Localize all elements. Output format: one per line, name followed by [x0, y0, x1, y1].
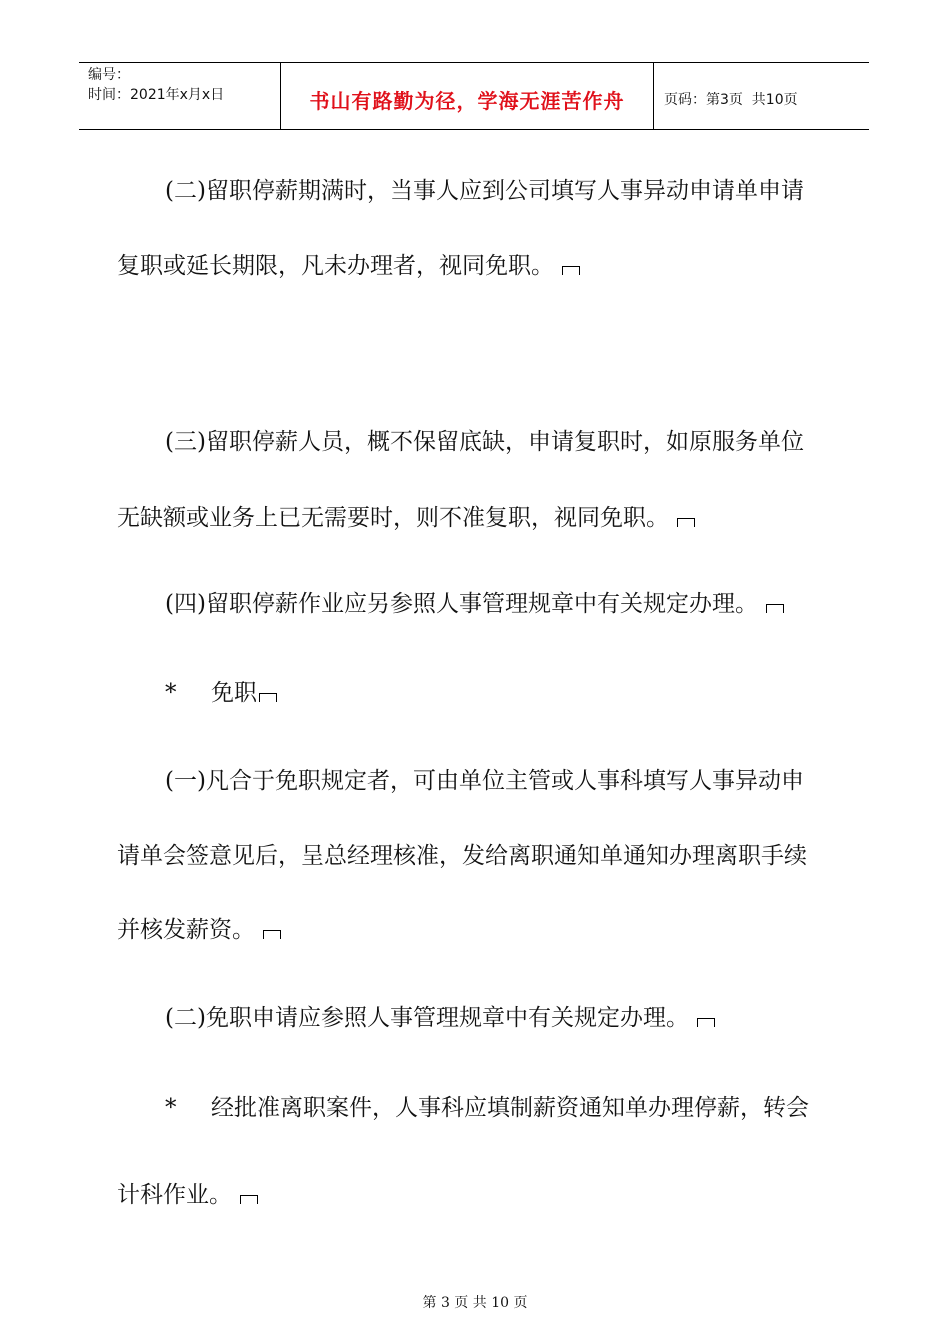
paragraph-mark-icon [263, 930, 281, 939]
page-code-label: 页码： [664, 92, 706, 108]
header-page-code [654, 63, 869, 129]
paragraph-line [117, 916, 837, 944]
header-meta [79, 63, 280, 129]
paragraph-text: 计科作业。 [117, 1182, 232, 1208]
paragraph-line [117, 590, 885, 618]
asterisk-icon: * [165, 1095, 177, 1121]
paragraph-mark-icon [697, 1018, 715, 1027]
paragraph-mark-icon [677, 518, 695, 527]
paragraph-mark-icon [562, 266, 580, 275]
paragraph-mark-icon [240, 1195, 258, 1204]
page-code-value: 第3页 共10页 [706, 92, 798, 108]
paragraph-mark-icon [766, 604, 784, 613]
paragraph-mark-icon [259, 693, 277, 702]
paragraph-line: (二)留职停薪期满时，当事人应到公司填写人事异动申请单申请 [165, 178, 804, 204]
paragraph-line [117, 504, 837, 532]
header-motto: 书山有路勤为径，学海无涯苦作舟 [280, 63, 654, 129]
page-footer: 第 3 页 共 10 页 [422, 1295, 528, 1311]
paragraph-line [117, 252, 837, 280]
number-label: 编号： [88, 67, 130, 83]
paragraph-line [117, 1181, 837, 1209]
bullet-text: 经批准离职案件，人事科应填制薪资通知单办理停薪，转会 [211, 1095, 809, 1121]
paragraph-text: 并核发薪资。 [117, 917, 255, 943]
page-header [79, 62, 869, 130]
asterisk-icon: * [165, 680, 177, 706]
bullet-heading [117, 679, 885, 707]
bullet-heading [117, 1094, 885, 1122]
paragraph-text: (二)免职申请应参照人事管理规章中有关规定办理。 [165, 1005, 689, 1031]
paragraph-line: 请单会签意见后，呈总经理核准，发给离职通知单通知办理离职手续 [117, 843, 807, 869]
time-label: 时间：2021年x月x日 [88, 87, 225, 103]
paragraph-line: (一)凡合于免职规定者，可由单位主管或人事科填写人事异动申 [165, 768, 804, 794]
paragraph-line [117, 1004, 885, 1032]
bullet-text: 免职 [211, 680, 257, 706]
paragraph-text: (四)留职停薪作业应另参照人事管理规章中有关规定办理。 [165, 591, 758, 617]
paragraph-line: (三)留职停薪人员，概不保留底缺，申请复职时，如原服务单位 [165, 429, 804, 455]
paragraph-text: 无缺额或业务上已无需要时，则不准复职，视同免职。 [117, 505, 669, 531]
paragraph-text: 复职或延长期限，凡未办理者，视同免职。 [117, 253, 554, 279]
